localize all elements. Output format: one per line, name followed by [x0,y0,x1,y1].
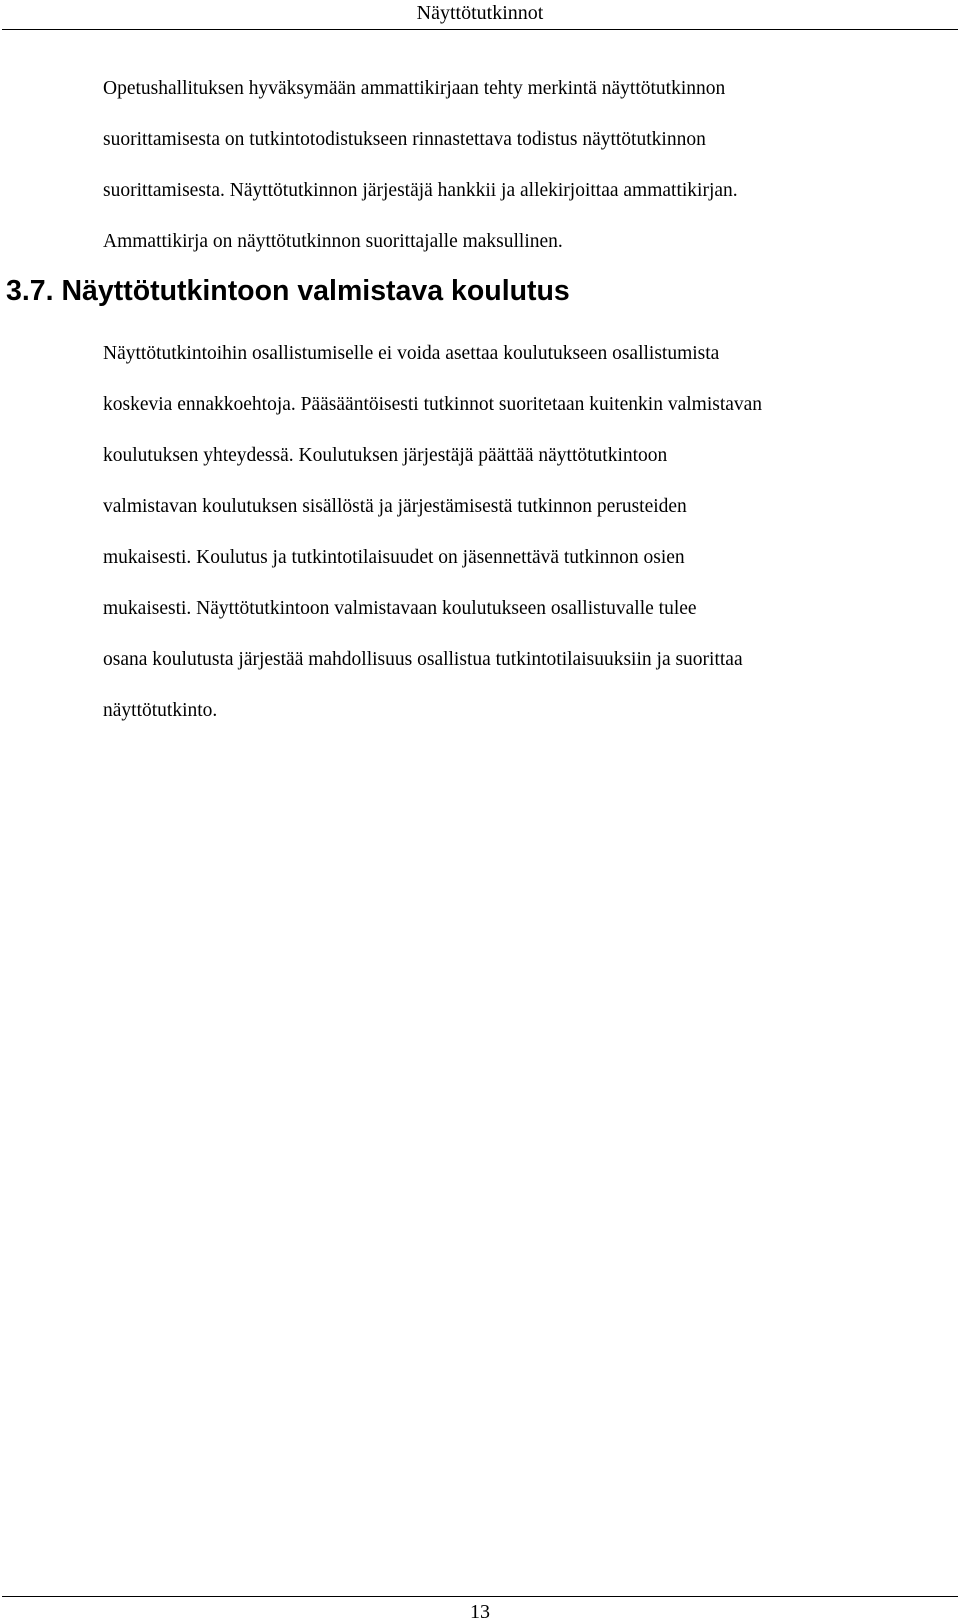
paragraph-line: näyttötutkinto. [103,700,218,721]
paragraph-line: Opetushallituksen hyväksymään ammattikirjaan tehty merkintä näyttötutkinnon [103,78,726,99]
footer-divider [2,1596,958,1597]
paragraph-line: valmistavan koulutuksen sisällöstä ja järjestämisestä tutkinnon perusteiden [103,496,687,517]
paragraph-line: koskevia ennakkoehtoja. Pääsääntöisesti tutkinnot suoritetaan kuitenkin valmistavan [103,394,763,415]
paragraph-line: osana koulutusta järjestää mahdollisuus osallistua tutkintotilaisuuksiin ja suorittaa [103,649,743,670]
paragraph-valmistava-koulutus [103,328,903,736]
paragraph-line: suorittamisesta on tutkintotodistukseen rinnastettava todistus näyttötutkinnon [103,129,706,150]
header-divider [2,29,958,30]
paragraph-line: suorittamisesta. Näyttötutkinnon järjestäjä hankkii ja allekirjoittaa ammattikirjan. [103,180,738,201]
section-heading: 3.7. Näyttötutkintoon valmistava koulutus [6,275,570,307]
page-number: 13 [470,1601,490,1623]
paragraph-ammattikirja [103,63,903,267]
paragraph-line: Näyttötutkintoihin osallistumiselle ei voida asettaa koulutukseen osallistumista [103,343,720,364]
paragraph-line: mukaisesti. Näyttötutkintoon valmistavaan koulutukseen osallistuvalle tulee [103,598,697,619]
paragraph-line: koulutuksen yhteydessä. Koulutuksen järjestäjä päättää näyttötutkintoon [103,445,668,466]
running-header: Näyttötutkinnot [416,2,544,24]
paragraph-line: mukaisesti. Koulutus ja tutkintotilaisuudet on jäsennettävä tutkinnon osien [103,547,685,568]
paragraph-line: Ammattikirja on näyttötutkinnon suorittajalle maksullinen. [103,231,563,252]
